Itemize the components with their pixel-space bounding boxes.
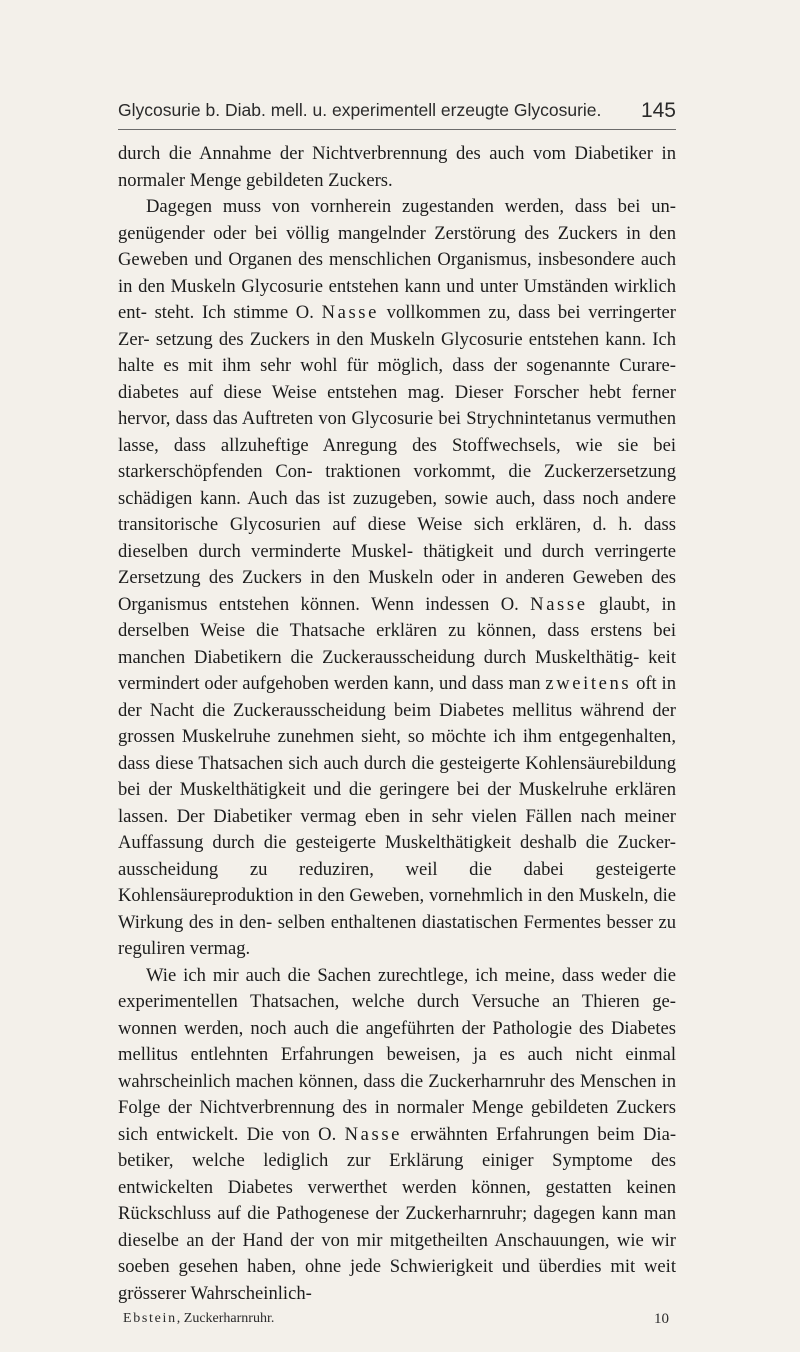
author-name-nasse: Nasse [530, 593, 588, 615]
paragraph-3-text-a: Wie ich mir auch die Sachen zurechtlege, ich meine, dass weder die experimentellen Thatsachen, welche durch Versuche an Thieren ge- wonnen werden, noch auch die angeführten der Pathologie des Diabetes mellitus entlehnten Erfahrungen beweisen, ja es auch nicht einmal wahrscheinlich machen können, dass die Zuckerharnruhr des Menschen in Folge der Nichtverbrennung des in normaler Menge gebildeten Zuckers sich entwickelt. Die von O. [118, 964, 676, 1145]
signature-title: , Zuckerharnruhr. [176, 1311, 275, 1326]
body-text [118, 141, 676, 1307]
signature-author: Ebstein [123, 1311, 177, 1326]
paragraph-2 [118, 194, 676, 963]
page-number: 145 [640, 99, 676, 122]
running-head [118, 100, 676, 126]
emphasis-zweitens: zweitens [545, 673, 632, 694]
paragraph-3 [118, 963, 676, 1308]
book-signature [123, 1311, 274, 1327]
author-name-nasse: Nasse [344, 1123, 403, 1145]
paragraph-1-text: durch die Annahme der Nichtverbrennung des auch vom Diabetiker in normaler Menge gebildeten Zuckers. [118, 143, 676, 191]
paragraph-2-text-b: vollkommen zu, dass bei verringerter Zer- setzung des Zuckers in den Muskeln Glycosurie entstehen kann. Ich halte es mit ihm sehr wohl für möglich, dass der sogenannte Curare- diabetes auf diese Weise entstehen mag. Dieser Forscher hebt ferner hervor, dass das Auftreten von Glycosurie bei Strychnintetanus vermuthen lasse, dass allzuheftige Anregung des Stoffwechsels, wie sie bei starkerschöpfenden Con- traktionen vorkommt, die Zuckerzersetzung schädigen kann. Auch das ist zuzugeben, sowie auch, dass noch andere transitorische Glycosurien auf diese Weise sich erklären, d. h. dass dieselben durch verminderte Muskel- thätigkeit und durch verringerte Zersetzung des Zuckers in den Muskeln oder in anderen Geweben des Organismus entstehen können. Wenn indessen O. [118, 302, 676, 615]
paragraph-2-text-d: oft in der Nacht die Zuckerausscheidung beim Diabetes mellitus während der grossen Muskelruhe zunehmen sieht, so möchte ich ihm entgegenhalten, dass diese Thatsachen sich auch durch die gesteigerte Kohlensäurebildung bei der Muskelthätigkeit und die geringere bei der Muskelruhe erklären lassen. Der Diabetiker vermag eben in sehr vielen Fällen nach meiner Auffassung durch die gesteigerte Muskelthätigkeit deshalb die Zucker- ausscheidung zu reduziren, weil die dabei gesteigerte Kohlensäureproduktion in den Geweben, vornehmlich in den Muskeln, die Wirkung des in den- selben enthaltenen diastatischen Fermentes besser zu reguliren vermag. [118, 673, 676, 959]
running-title: Glycosurie b. Diab. mell. u. experimentell erzeugte Glycosurie. [118, 100, 602, 120]
paragraph-2-text-a: Dagegen muss von vornherein zugestanden werden, dass bei un- genügender oder bei völlig mangelnder Zerstörung des Zuckers in den Geweben und Organen des menschlichen Organismus, insbesondere auch in den Muskeln Glycosurie entstehen kann und unter Umständen wirklich ent- steht. Ich stimme O. [118, 196, 676, 323]
header-rule [118, 129, 676, 130]
paragraph-3-text-b: erwähnten Erfahrungen beim Dia- betiker, welche lediglich zur Erklärung einiger Symptome des entwickelten Diabetes verwerthet werden können, gestatten keinen Rückschluss auf die Pathogenese der Zuckerharnruhr; dagegen kann man dieselbe an der Hand der von mir mitgetheilten Anschauungen, wie wir soeben gesehen haben, ohne jede Schwierigkeit und überdies mit weit grösserer Wahrscheinlich- [118, 1123, 677, 1304]
paragraph-1 [118, 141, 676, 194]
sheet-signature: 10 [654, 1311, 669, 1327]
signature-line [123, 1311, 669, 1331]
author-name-nasse: Nasse [321, 302, 379, 323]
paragraph-2-text-c: glaubt, in derselben Weise die Thatsache erklären zu können, dass erstens bei manchen Diabetikern die Zuckerausscheidung durch Muskelthätig- keit vermindert oder aufgehoben werden kann, und dass man [118, 593, 676, 694]
